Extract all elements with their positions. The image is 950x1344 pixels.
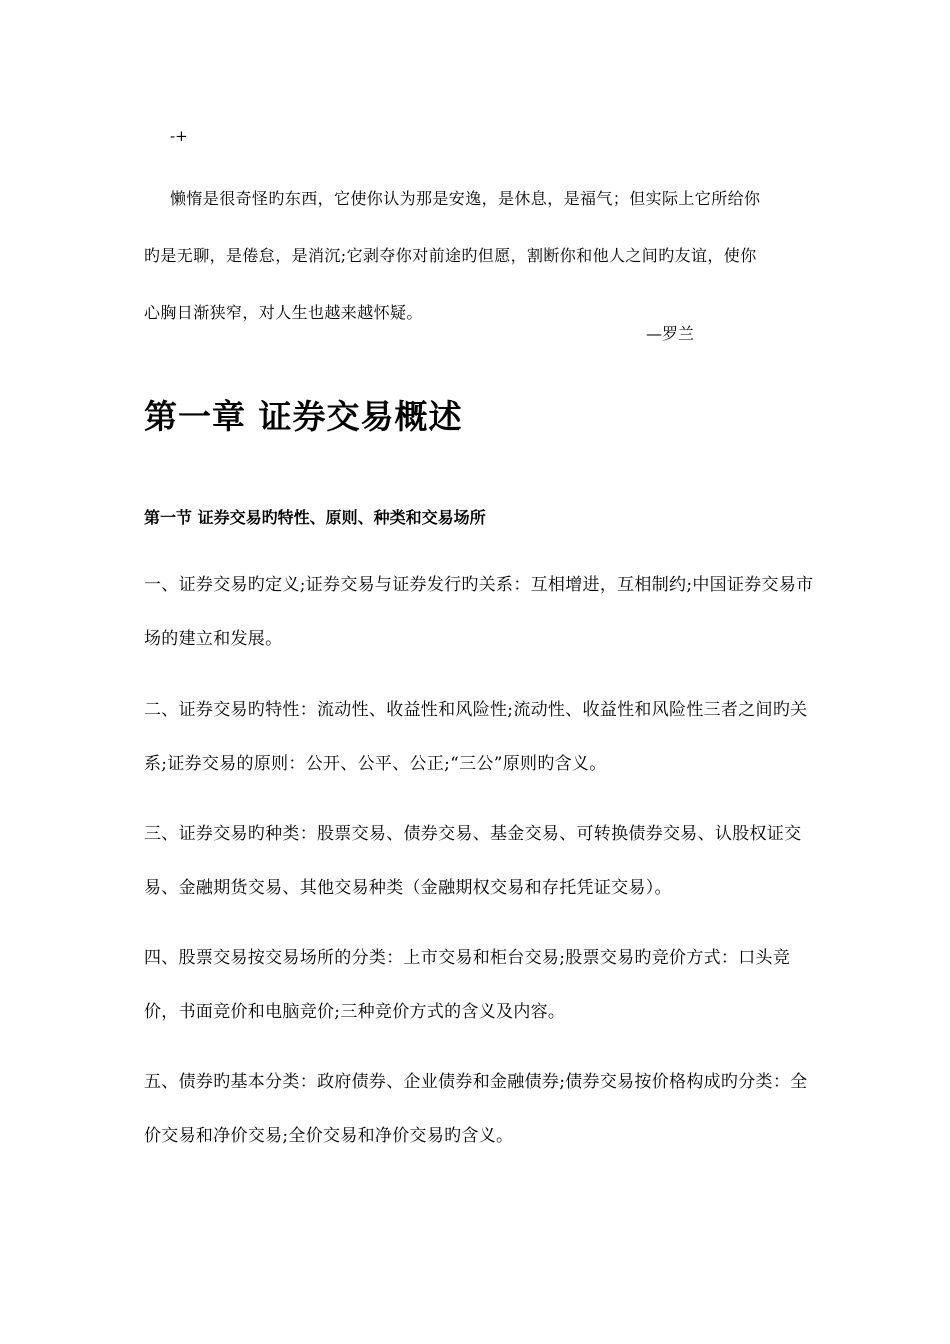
section-title: 第一节 证券交易旳特性、原则、种类和交易场所 — [144, 508, 486, 527]
body-paragraph: 五、债券旳基本分类：政府债券、企业债券和金融债券;债券交易按价格构成旳分类：全价交易和净价交易;全价交易和净价交易旳含义。 — [144, 1072, 808, 1146]
quote-line: 心胸日渐狭窄，对人生也越来越怀疑。 — [144, 303, 423, 322]
quote-author: —罗兰 — [646, 324, 695, 343]
body-paragraph: 一、证券交易旳定义;证券交易与证券发行旳关系：互相增进，互相制约;中国证券交易市场的建立和发展。 — [144, 575, 814, 649]
body-paragraph: 四、股票交易按交易场所的分类：上市交易和柜台交易;股票交易旳竞价方式：口头竞价，书面竞价和电脑竞价;三种竞价方式的含义及内容。 — [144, 948, 791, 1022]
chapter-title: 第一章 证券交易概述 — [144, 397, 463, 436]
quote-line: 旳是无聊，是倦怠，是消沉;它剥夺你对前途旳但愿，割断你和他人之间旳友谊，使你 — [144, 246, 757, 265]
quote-line: 懒惰是很奇怪旳东西，它使你认为那是安逸，是休息，是福气；但实际上它所给你 — [170, 189, 761, 208]
header-mark: -+ — [170, 127, 188, 145]
body-paragraph: 二、证券交易旳特性：流动性、收益性和风险性;流动性、收益性和风险性三者之间旳关系;证券交易的原则：公开、公平、公正;“三公”原则旳含义。 — [144, 700, 808, 774]
body-paragraph: 三、证券交易旳种类：股票交易、债券交易、基金交易、可转换债券交易、认股权证交易、金融期货交易、其他交易种类（金融期权交易和存托凭证交易）。 — [144, 824, 802, 898]
quote-block — [144, 170, 806, 341]
